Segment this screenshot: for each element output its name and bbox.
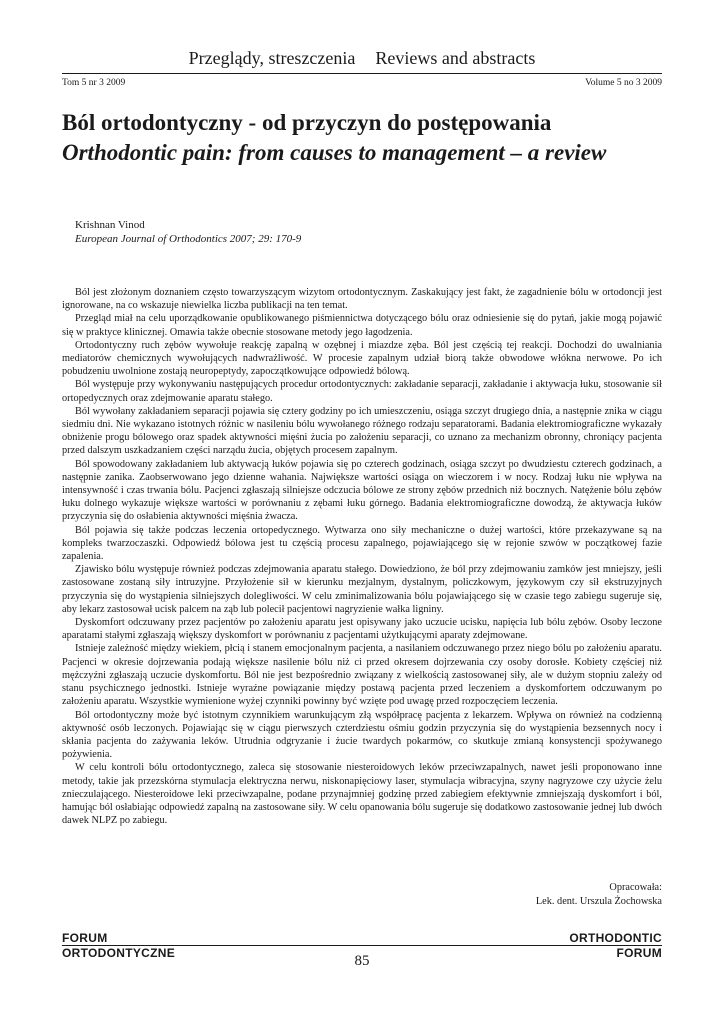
body-paragraph: Dyskomfort odczuwany przez pacjentów po założeniu aparatu jest opisywany jako uczucie ucisku, napięcia lub bólu zębów. Osoby leczone aparatami stałymi zgłaszają większy dyskomfort w porównaniu z pacjentami użytkującymi aparaty zdejmowane.: [62, 617, 662, 642]
body-paragraph: Ortodontyczny ruch zębów wywołuje reakcję zapalną w ozębnej i miazdze zęba. Ból jest częścią tej reakcji. Dochodzi do uwalniania mediatorów chemicznych wywołujących nadwrażliwość. W procesie zapalnym udział biorą także obwodowe włókna nerwowe. Po ich pobudzeniu uwolnione zostają neuropeptydy, zapoczątkowujące odpowiedź bólową.: [62, 339, 662, 378]
article-title-pl: Ból ortodontyczny - od przyczyn do postępowania: [62, 110, 552, 135]
page-number: 85: [354, 953, 370, 969]
footer-journal-en-line1: ORTHODONTIC: [569, 931, 662, 945]
footer-journal-pl-line2: ORTODONTYCZNE: [62, 946, 176, 960]
body-paragraph: Ból występuje przy wykonywaniu następujących procedur ortodontycznych: zakładanie separacji, zakładanie i aktywacja łuku, stosowanie sił ortopedycznych oraz zdejmowanie aparatu stałego.: [62, 379, 662, 404]
issue-info-pl: Tom 5 nr 3 2009: [62, 78, 126, 88]
body-paragraph: Zjawisko bólu występuje również podczas zdejmowania aparatu stałego. Dowiedziono, że ból przy zdejmowaniu zamków jest mniejszy, jeśli zastosowane zostaną siły intruzyjne. Przyłożenie sił w kierunku mezjalnym, dystalnym, policzkowym, językowym czy sił ekstruzyjnych przyczynia się do wystąpienia silniejszych dolegliwości. W celu zminimalizowania bólu pojawiającego się w czasie tego zabiegu sugeruje się, aby lekarz zastosował ucisk palcem na ząb lub polecił pacjentowi nagryzienie wałka ligniny.: [62, 564, 662, 615]
article-author: Krishnan Vinod: [75, 219, 145, 231]
body-paragraph: Przegląd miał na celu uporządkowanie opublikowanego piśmiennictwa dotyczącego bólu oraz odniesienie się do pytań, jakie mogą pojawić się w praktyce klinicznej. Omawia także obecnie stosowane metody jego łagodzenia.: [62, 313, 662, 338]
issue-info-en: Volume 5 no 3 2009: [585, 78, 662, 88]
section-title-en: Reviews and abstracts: [375, 48, 536, 68]
footer-journal-en-line2: FORUM: [616, 946, 662, 960]
header-divider: [62, 73, 662, 74]
body-paragraph: Ból wywołany zakładaniem separacji pojawia się cztery godziny po ich umieszczeniu, osiąga szczyt drugiego dnia, a następnie znika w ciągu siedmiu dni. Nie wykazano istotnych różnic w nasileniu bólu wywołanego różnego rodzaju separatorami. Badania elektromiograficzne wykazały obniżenie progu bólowego oraz spadek aktywności mięśni żucia po założeniu separacji, co uznano za mechanizm obronny, chroniący pacjenta przed dalszym uszkadzaniem części narządu żucia, objętych procesem zapalnym.: [62, 405, 662, 457]
body-paragraph: Istnieje zależność między wiekiem, płcią i stanem emocjonalnym pacjenta, a nasilaniem odczuwanego przez niego bólu po założeniu aparatu. Pacjenci w okresie dojrzewania podają większe nasilenie bólu niż ci przed okresem dojrzewania czy osoby dorosłe. Kobiety częściej niż mężczyźni zgłaszają uczucie dyskomfortu. Ból nie jest bezpośrednio związany z wielkością zastosowanej siły, ale w dużym stopniu zależy od stanu psychicznego jednostki. Istnieje wyraźne powiązanie między postawą pacjenta przed leczeniem a dyskomfortem odczuwanym po założeniu aparatu. Wszystkie wymienione wyżej czynniki powinny być wzięte pod uwagę przed rozpoczęciem leczenia.: [62, 643, 662, 708]
running-header: [0, 48, 724, 69]
article-source: European Journal of Orthodontics 2007; 29: 170-9: [75, 233, 302, 245]
footer-journal-pl-line1: FORUM: [62, 931, 108, 945]
prepared-by-label: Opracowała:: [609, 882, 662, 893]
prepared-by-name: Lek. dent. Urszula Żochowska: [535, 896, 662, 907]
body-paragraph: Ból spowodowany zakładaniem lub aktywacją łuków pojawia się po czterech godzinach, osiąga szczyt po dwudziestu czterech godzinach, a następnie zanika. Zaobserwowano jego dzienne wahania. Największe wartości osiąga on wieczorem i w nocy. Rodzaj łuku nie wpływa na intensywność i czas trwania bólu. Pacjenci zgłaszają silniejsze odczucia bólowe ze strony zębów przednich niż bocznych. Natężenie bólu zębów łuku dolnego wykazuje większe wartości w porównaniu z zębami łuku górnego. Badania elektromiograficzne dowodzą, że aktywacja łuków przyczynia się do osłabienia aktywności mięśnia żwacza.: [62, 458, 662, 523]
article-body: [62, 286, 662, 827]
body-paragraph: W celu kontroli bólu ortodontycznego, zaleca się stosowanie niesteroidowych leków przeciwzapalnych, nawet jeśli proponowano inne metody, takie jak przezskórna stymulacja elektryczna nerwu, niskonapięciowy laser, stymulacja wibracyjna, szyny nagryzowe czy użycie żelu znieczulającego. Niesteroidowe leki przeciwzapalne, podane przynajmniej godzinę przed zabiegiem efektywnie zmniejszają dyskomfort i ból, hamując ból osłabiając odpowiedź zapalną na zastosowane siły. W celu opanowania bólu sugeruje się dodatkowo zastosowanie jednej lub dwóch dawek NLPZ po zabiegu.: [62, 762, 662, 827]
body-paragraph: Ból pojawia się także podczas leczenia ortopedycznego. Wytwarza ono siły mechaniczne o dużej wartości, które przekazywane są na kompleks twarzoczaszki. Odpowiedź bólowa jest tu częścią procesu zapalnego, pojawiającego się w rejonie szwów w początkowej fazie zapalenia.: [62, 524, 662, 563]
article-title-en: Orthodontic pain: from causes to management – a review: [62, 140, 607, 165]
section-title-pl: Przeglądy, streszczenia: [188, 48, 356, 68]
signature-block: [536, 881, 662, 909]
body-paragraph: Ból jest złożonym doznaniem często towarzyszącym wizytom ortodontycznym. Zaskakujący jest fakt, że zagadnienie bólu w ortodoncji jest ignorowane, na co wskazuje niewielka liczba publikacji na ten temat.: [62, 287, 662, 312]
body-paragraph: Ból ortodontyczny może być istotnym czynnikiem warunkującym złą współpracę pacjenta z lekarzem. Wpływa on również na codzienną aktywność osób leczonych. Pojawiając się w ciągu pierwszych czterdziestu ośmiu godzin przyczynia się do wystąpienia bezsennych nocy i skłania pacjenta do zażywania leków. Utrudnia odgryzanie i żucie twardych pokarmów, co skutkuje zmianą konsystencji spożywanego pożywienia.: [62, 709, 662, 761]
